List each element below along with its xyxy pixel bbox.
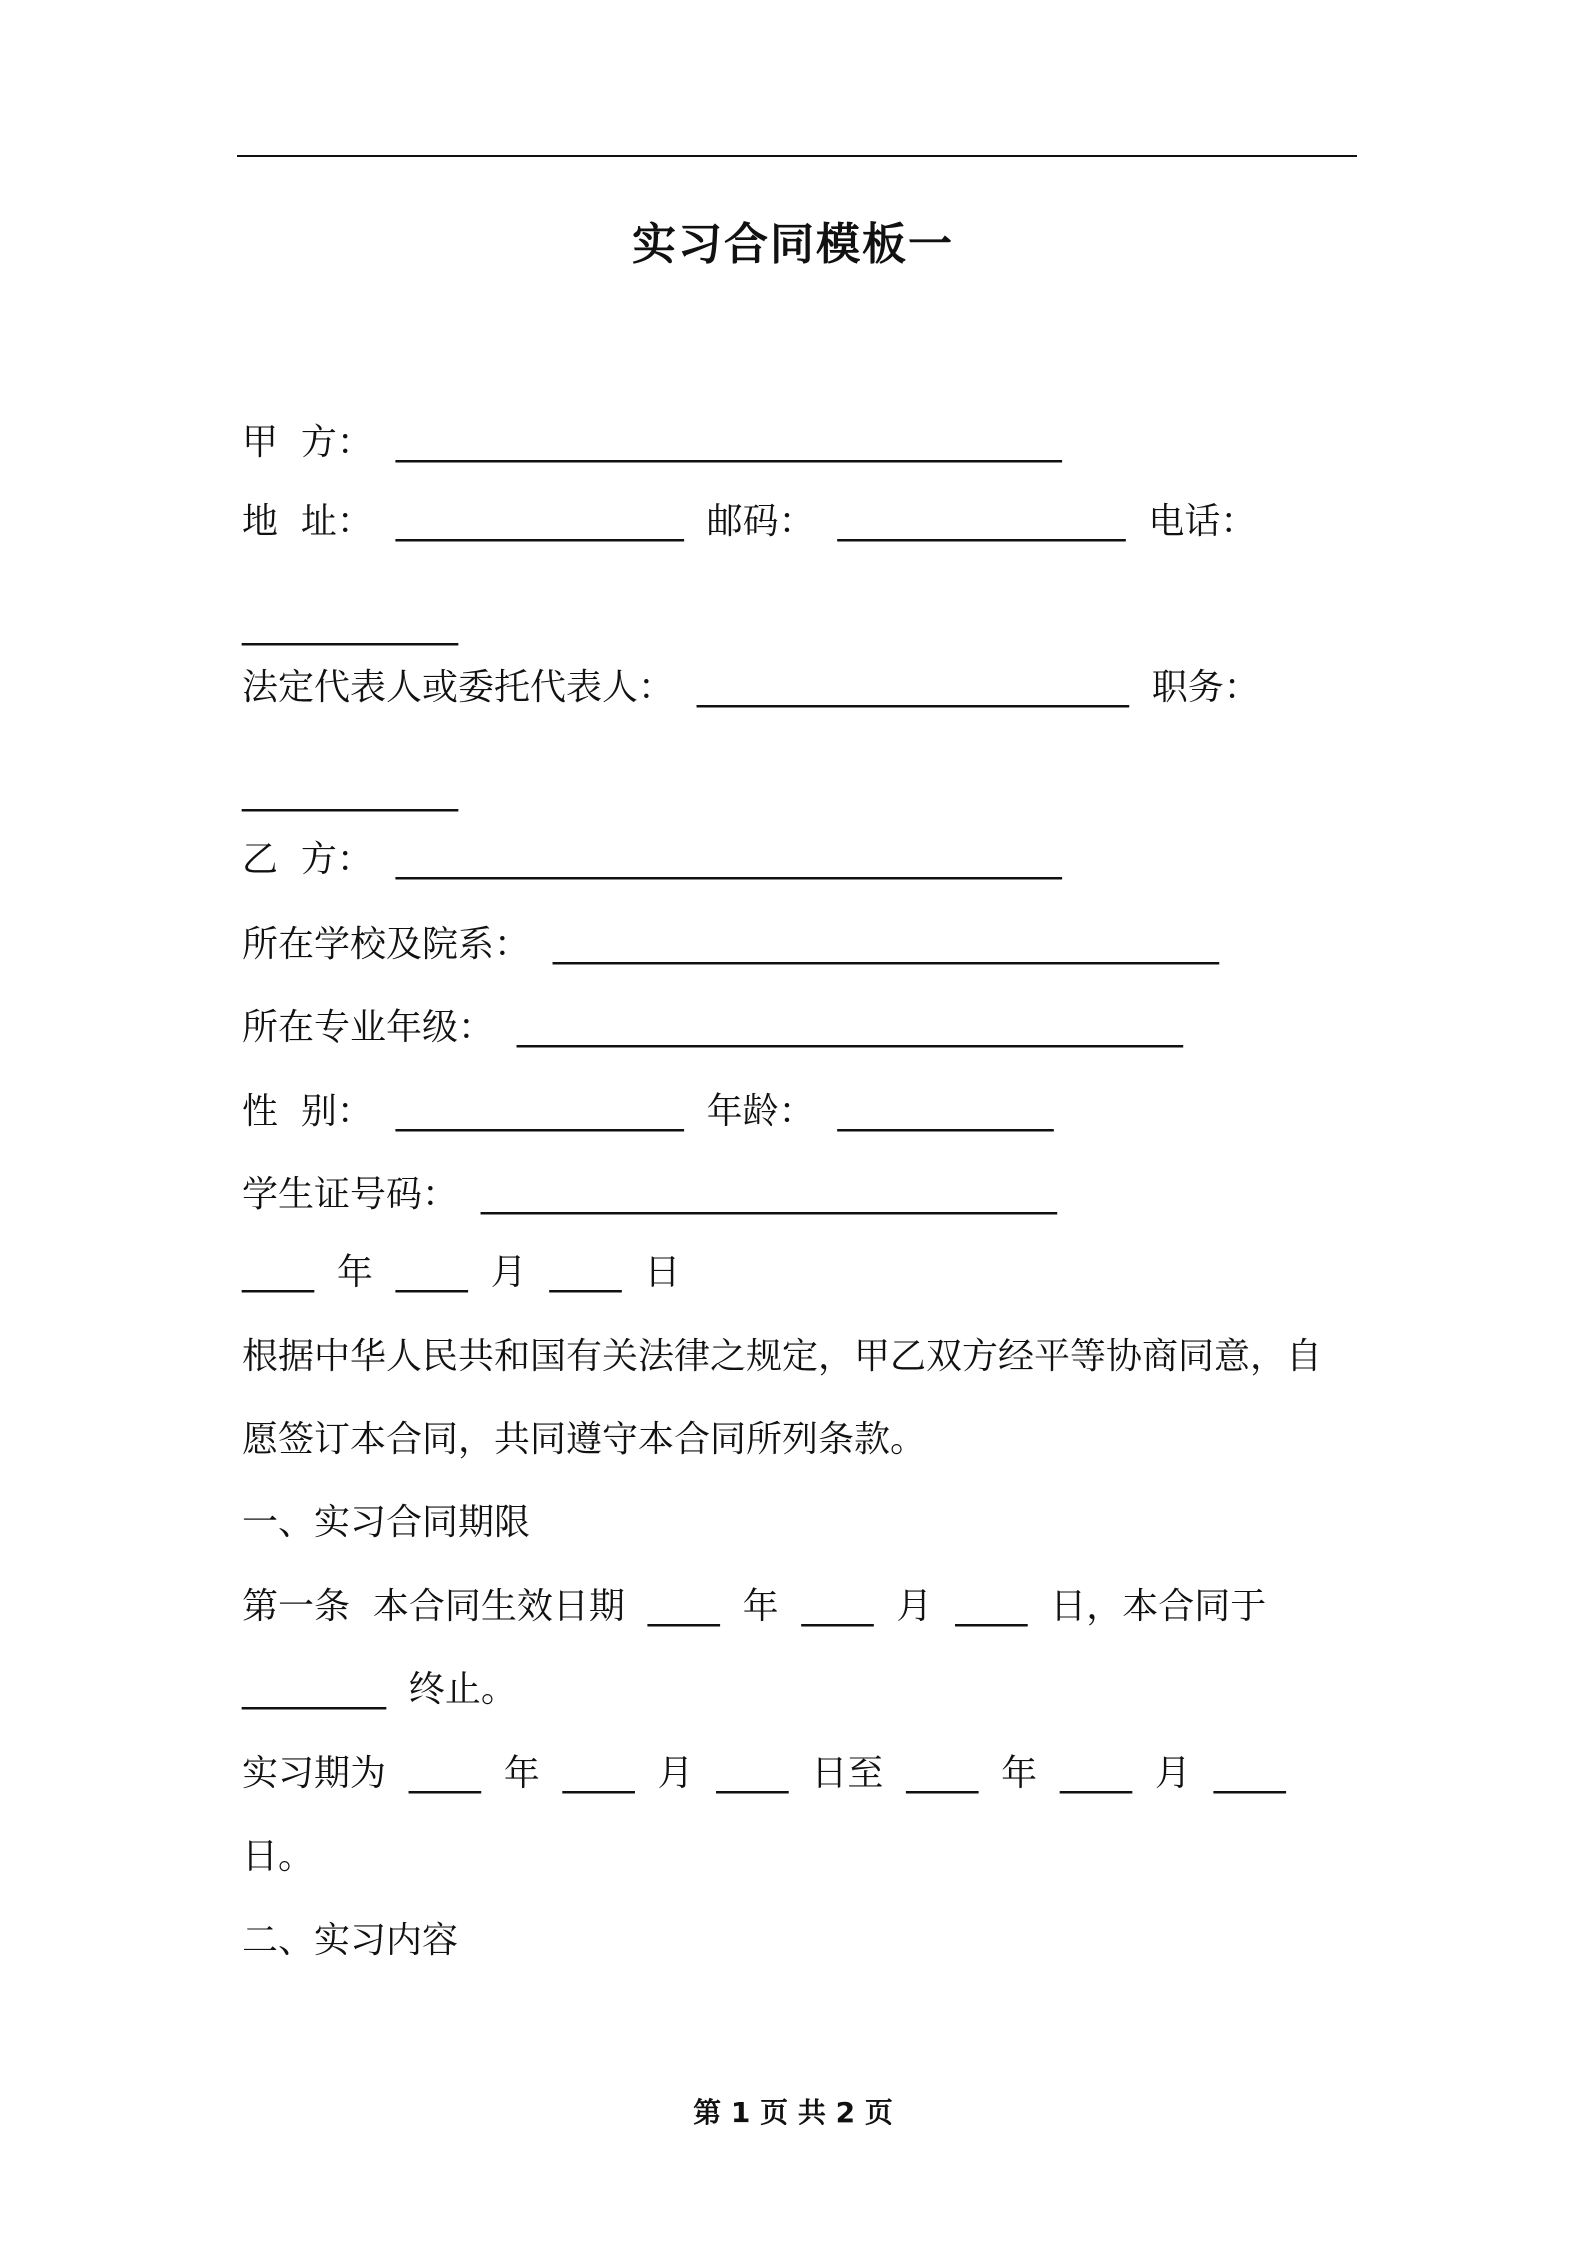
preamble-line-2 (242, 1415, 1362, 1465)
page-footer: 第 1 页 共 2 页 (693, 2096, 893, 2129)
section-2-heading (242, 1916, 1362, 1966)
internship-period-line-1 (242, 1749, 1362, 1799)
document-title: 实习合同模板一 (632, 219, 954, 270)
gender-age-line (242, 1087, 1362, 1137)
internship-period-text-2: 日。 (242, 1836, 315, 1877)
party-b-line (242, 835, 1362, 885)
gender-age-text: 性 别： ________________ 年龄： ____________ (242, 1091, 1054, 1132)
position-blank-text: ____________ (242, 771, 458, 812)
school-line (242, 920, 1362, 970)
date-text: ____ 年 ____ 月 ____ 日 (242, 1252, 681, 1293)
position-blank-line (242, 767, 1362, 817)
header-rule (237, 155, 1357, 157)
major-text: 所在专业年级： _____________________________________ (242, 1007, 1183, 1048)
preamble-line-1 (242, 1332, 1362, 1382)
phone-blank-text: ____________ (242, 605, 458, 646)
section-2-heading-text: 二、实习内容 (242, 1920, 459, 1961)
major-line (242, 1003, 1362, 1053)
student-id-text: 学生证号码： ________________________________ (242, 1174, 1057, 1215)
party-a-text: 甲 方： _____________________________________ (242, 422, 1062, 463)
article-1-text-2: ________ 终止。 (242, 1669, 517, 1710)
address-text: 地 址： ________________ 邮码： ________________ 电话： (242, 501, 1257, 542)
student-id-line (242, 1170, 1362, 1220)
article-1-line-2 (242, 1665, 1362, 1715)
party-a-line (242, 418, 1362, 468)
address-line (242, 497, 1362, 547)
section-1-heading (242, 1498, 1362, 1548)
internship-period-text-1: 实习期为 ____ 年 ____ 月 ____ 日至 ____ 年 ____ 月 ____ (242, 1753, 1286, 1794)
representative-line (242, 663, 1362, 713)
date-line (242, 1248, 1362, 1298)
article-1-line-1 (242, 1582, 1362, 1632)
school-text: 所在学校及院系： _____________________________________ (242, 924, 1219, 965)
phone-blank-line (242, 601, 1362, 651)
internship-period-line-2 (242, 1832, 1362, 1882)
preamble-text-2: 愿签订本合同，共同遵守本合同所列条款。 (242, 1419, 927, 1460)
article-1-text-1: 第一条 本合同生效日期 ____ 年 ____ 月 ____ 日，本合同于 (242, 1586, 1267, 1627)
preamble-text-1: 根据中华人民共和国有关法律之规定，甲乙双方经平等协商同意，自 (242, 1336, 1323, 1377)
party-b-text: 乙 方： _____________________________________ (242, 839, 1062, 880)
section-1-heading-text: 一、实习合同期限 (242, 1502, 531, 1543)
representative-text: 法定代表人或委托代表人： ________________________ 职务： (242, 667, 1260, 708)
